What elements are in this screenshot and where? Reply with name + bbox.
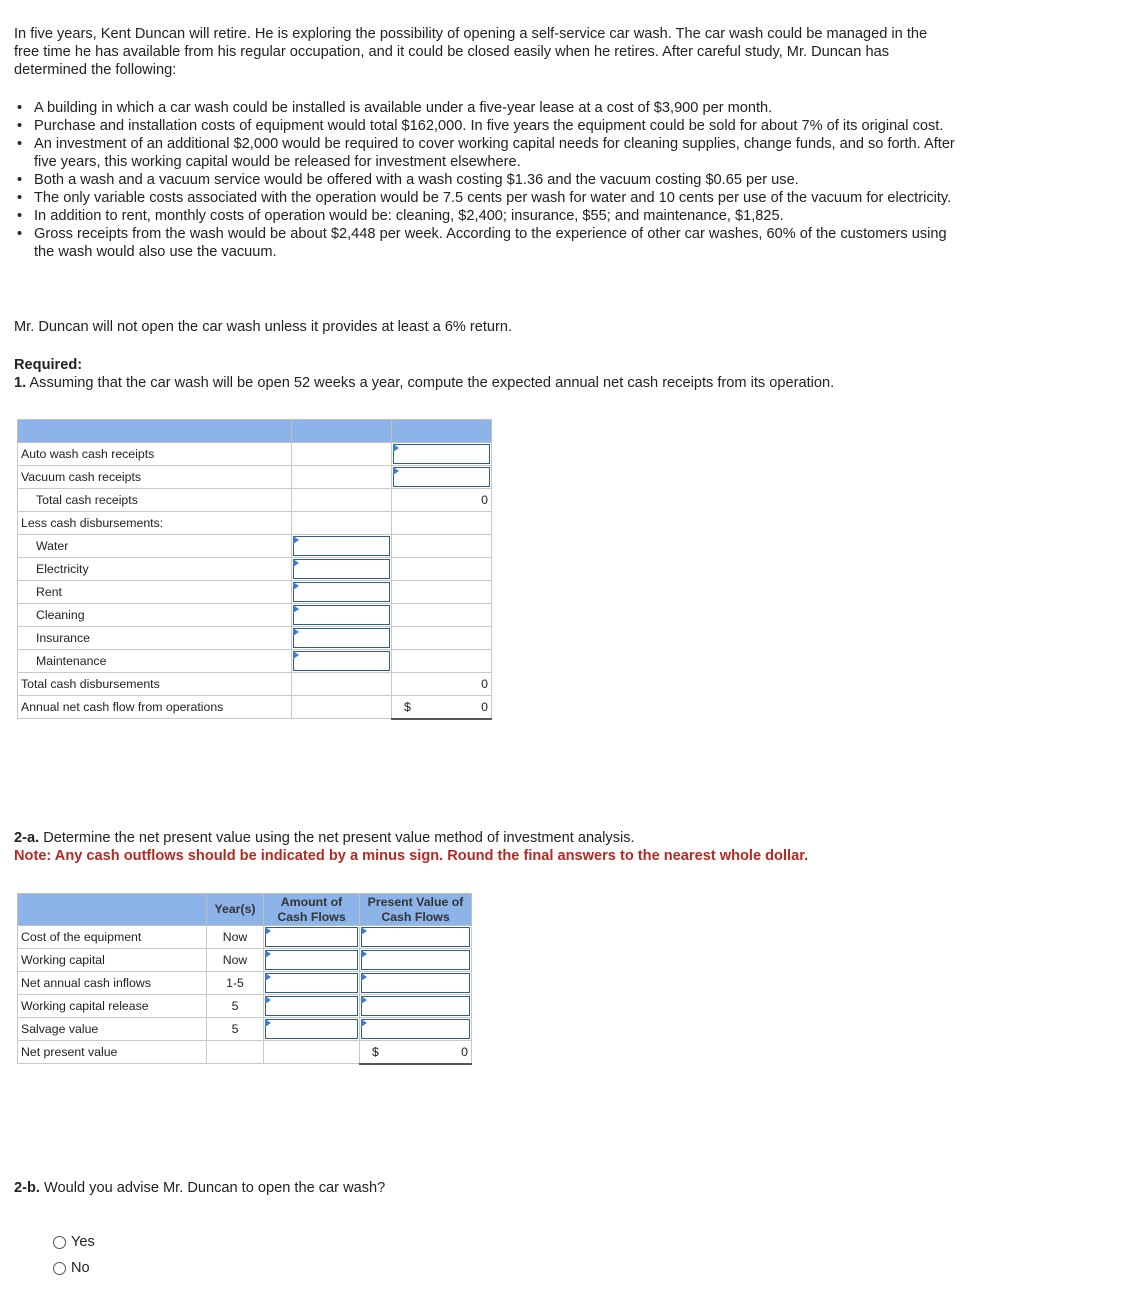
list-item: • Purchase and installation costs of equipment would total $162,000. In five years the equipment could be sold for about 7% of its original cost. bbox=[14, 117, 964, 135]
row-label: Working capital release bbox=[18, 995, 207, 1018]
row-label: Total cash disbursements bbox=[18, 673, 292, 696]
row-label: Maintenance bbox=[18, 650, 292, 673]
working-capital-amount-input[interactable] bbox=[264, 949, 360, 972]
row-label: Auto wash cash receipts bbox=[18, 443, 292, 466]
pv-header: Present Value of Cash Flows bbox=[360, 894, 472, 926]
rent-input[interactable] bbox=[292, 581, 392, 604]
facts-list bbox=[14, 99, 964, 261]
table-row bbox=[18, 949, 472, 972]
maintenance-input[interactable] bbox=[292, 650, 392, 673]
question-number: 1. bbox=[14, 375, 27, 391]
year-cell: Now bbox=[207, 926, 264, 949]
equipment-amount-input[interactable] bbox=[264, 926, 360, 949]
net-inflows-amount-input[interactable] bbox=[264, 972, 360, 995]
npv-amount: 0 bbox=[461, 1044, 468, 1059]
row-label: Rent bbox=[18, 581, 292, 604]
row-label: Annual net cash flow from operations bbox=[18, 696, 292, 719]
table-row bbox=[18, 466, 492, 489]
rounding-note: Note: Any cash outflows should be indicated by a minus sign. Round the final answers to the nearest whole dollar. bbox=[14, 848, 809, 864]
no-radio-option[interactable] bbox=[53, 1259, 90, 1277]
question-1 bbox=[14, 374, 834, 392]
total-receipts-value: 0 bbox=[392, 489, 492, 512]
table-row bbox=[18, 972, 472, 995]
row-label: Net annual cash inflows bbox=[18, 972, 207, 995]
water-input[interactable] bbox=[292, 535, 392, 558]
table-row bbox=[18, 650, 492, 673]
table-row bbox=[18, 512, 492, 535]
vacuum-input[interactable] bbox=[392, 466, 492, 489]
year-cell: 5 bbox=[207, 1018, 264, 1041]
option-label: Yes bbox=[71, 1234, 95, 1250]
table-row bbox=[18, 627, 492, 650]
cleaning-input[interactable] bbox=[292, 604, 392, 627]
wc-release-pv-input[interactable] bbox=[360, 995, 472, 1018]
table-row bbox=[18, 604, 492, 627]
table-row bbox=[18, 926, 472, 949]
question-2a bbox=[14, 829, 635, 847]
year-cell: 5 bbox=[207, 995, 264, 1018]
radio-button[interactable] bbox=[53, 1236, 66, 1249]
salvage-amount-input[interactable] bbox=[264, 1018, 360, 1041]
salvage-pv-input[interactable] bbox=[360, 1018, 472, 1041]
list-item: • Both a wash and a vacuum service would be offered with a wash costing $1.36 and the vacuum costing $0.65 per use. bbox=[14, 171, 964, 189]
intro-paragraph: In five years, Kent Duncan will retire. He is exploring the possibility of opening a self-service car wash. The car wash could be managed in the free time he has available from his regular occupation, and it could be closed easily when he retires. After careful study, Mr. Duncan has determined the following: bbox=[14, 26, 928, 78]
wc-release-amount-input[interactable] bbox=[264, 995, 360, 1018]
table-row bbox=[18, 489, 492, 512]
table-row bbox=[18, 696, 492, 719]
total-disbursements-value: 0 bbox=[392, 673, 492, 696]
insurance-input[interactable] bbox=[292, 627, 392, 650]
table-row bbox=[18, 995, 472, 1018]
table-header-row bbox=[18, 894, 472, 926]
row-label: Insurance bbox=[18, 627, 292, 650]
table-row bbox=[18, 535, 492, 558]
year-header: Year(s) bbox=[207, 894, 264, 926]
row-label: Salvage value bbox=[18, 1018, 207, 1041]
currency-symbol: $ bbox=[404, 699, 411, 714]
year-cell: 1-5 bbox=[207, 972, 264, 995]
row-label: Cost of the equipment bbox=[18, 926, 207, 949]
list-item: • Gross receipts from the wash would be about $2,448 per week. According to the experience of other car washes, 60% of the customers using the wash would also use the vacuum. bbox=[14, 225, 964, 261]
table-row bbox=[18, 1018, 472, 1041]
table-row bbox=[18, 558, 492, 581]
equipment-pv-input[interactable] bbox=[360, 926, 472, 949]
row-label: Total cash receipts bbox=[18, 489, 292, 512]
year-cell: Now bbox=[207, 949, 264, 972]
question-text: Would you advise Mr. Duncan to open the car wash? bbox=[44, 1180, 386, 1196]
question-text: Assuming that the car wash will be open 52 weeks a year, compute the expected annual net cash receipts from its operation. bbox=[29, 375, 835, 391]
return-requirement: Mr. Duncan will not open the car wash unless it provides at least a 6% return. bbox=[14, 319, 513, 335]
working-capital-pv-input[interactable] bbox=[360, 949, 472, 972]
row-label: Vacuum cash receipts bbox=[18, 466, 292, 489]
annual-net-amount: 0 bbox=[481, 699, 488, 714]
list-item: • In addition to rent, monthly costs of operation would be: cleaning, $2,400; insurance, $55; and maintenance, $1,825. bbox=[14, 207, 964, 225]
annual-net-cash-flow-value bbox=[392, 696, 492, 719]
currency-symbol: $ bbox=[372, 1044, 379, 1059]
row-label: Electricity bbox=[18, 558, 292, 581]
auto-wash-input[interactable] bbox=[392, 443, 492, 466]
radio-button[interactable] bbox=[53, 1262, 66, 1275]
question-number: 2-b. bbox=[14, 1180, 40, 1196]
list-item: • An investment of an additional $2,000 would be required to cover working capital needs for cleaning supplies, change funds, and so forth. After five years, this working capital would be released for investment elsewhere. bbox=[14, 135, 964, 171]
npv-value bbox=[360, 1041, 472, 1064]
row-label: Water bbox=[18, 535, 292, 558]
row-label: Less cash disbursements: bbox=[18, 512, 292, 535]
required-label: Required: bbox=[14, 357, 83, 373]
list-item: • A building in which a car wash could be installed is available under a five-year lease at a cost of $3,900 per month. bbox=[14, 99, 964, 117]
amount-header: Amount of Cash Flows bbox=[264, 894, 360, 926]
question-text: Determine the net present value using the net present value method of investment analysis. bbox=[43, 830, 635, 846]
npv-table bbox=[17, 893, 472, 1065]
row-label: Cleaning bbox=[18, 604, 292, 627]
row-label: Net present value bbox=[18, 1041, 207, 1064]
table-header-row bbox=[18, 420, 492, 443]
question-number: 2-a. bbox=[14, 830, 40, 846]
yes-radio-option[interactable] bbox=[53, 1233, 95, 1251]
table-row bbox=[18, 673, 492, 696]
net-cash-receipts-table bbox=[17, 419, 492, 720]
question-2b bbox=[14, 1179, 385, 1197]
table-row bbox=[18, 443, 492, 466]
table-row bbox=[18, 1041, 472, 1064]
row-label: Working capital bbox=[18, 949, 207, 972]
electricity-input[interactable] bbox=[292, 558, 392, 581]
table-row bbox=[18, 581, 492, 604]
list-item: • The only variable costs associated with the operation would be 7.5 cents per wash for water and 10 cents per use of the vacuum for electricity. bbox=[14, 189, 964, 207]
net-inflows-pv-input[interactable] bbox=[360, 972, 472, 995]
option-label: No bbox=[71, 1260, 90, 1276]
